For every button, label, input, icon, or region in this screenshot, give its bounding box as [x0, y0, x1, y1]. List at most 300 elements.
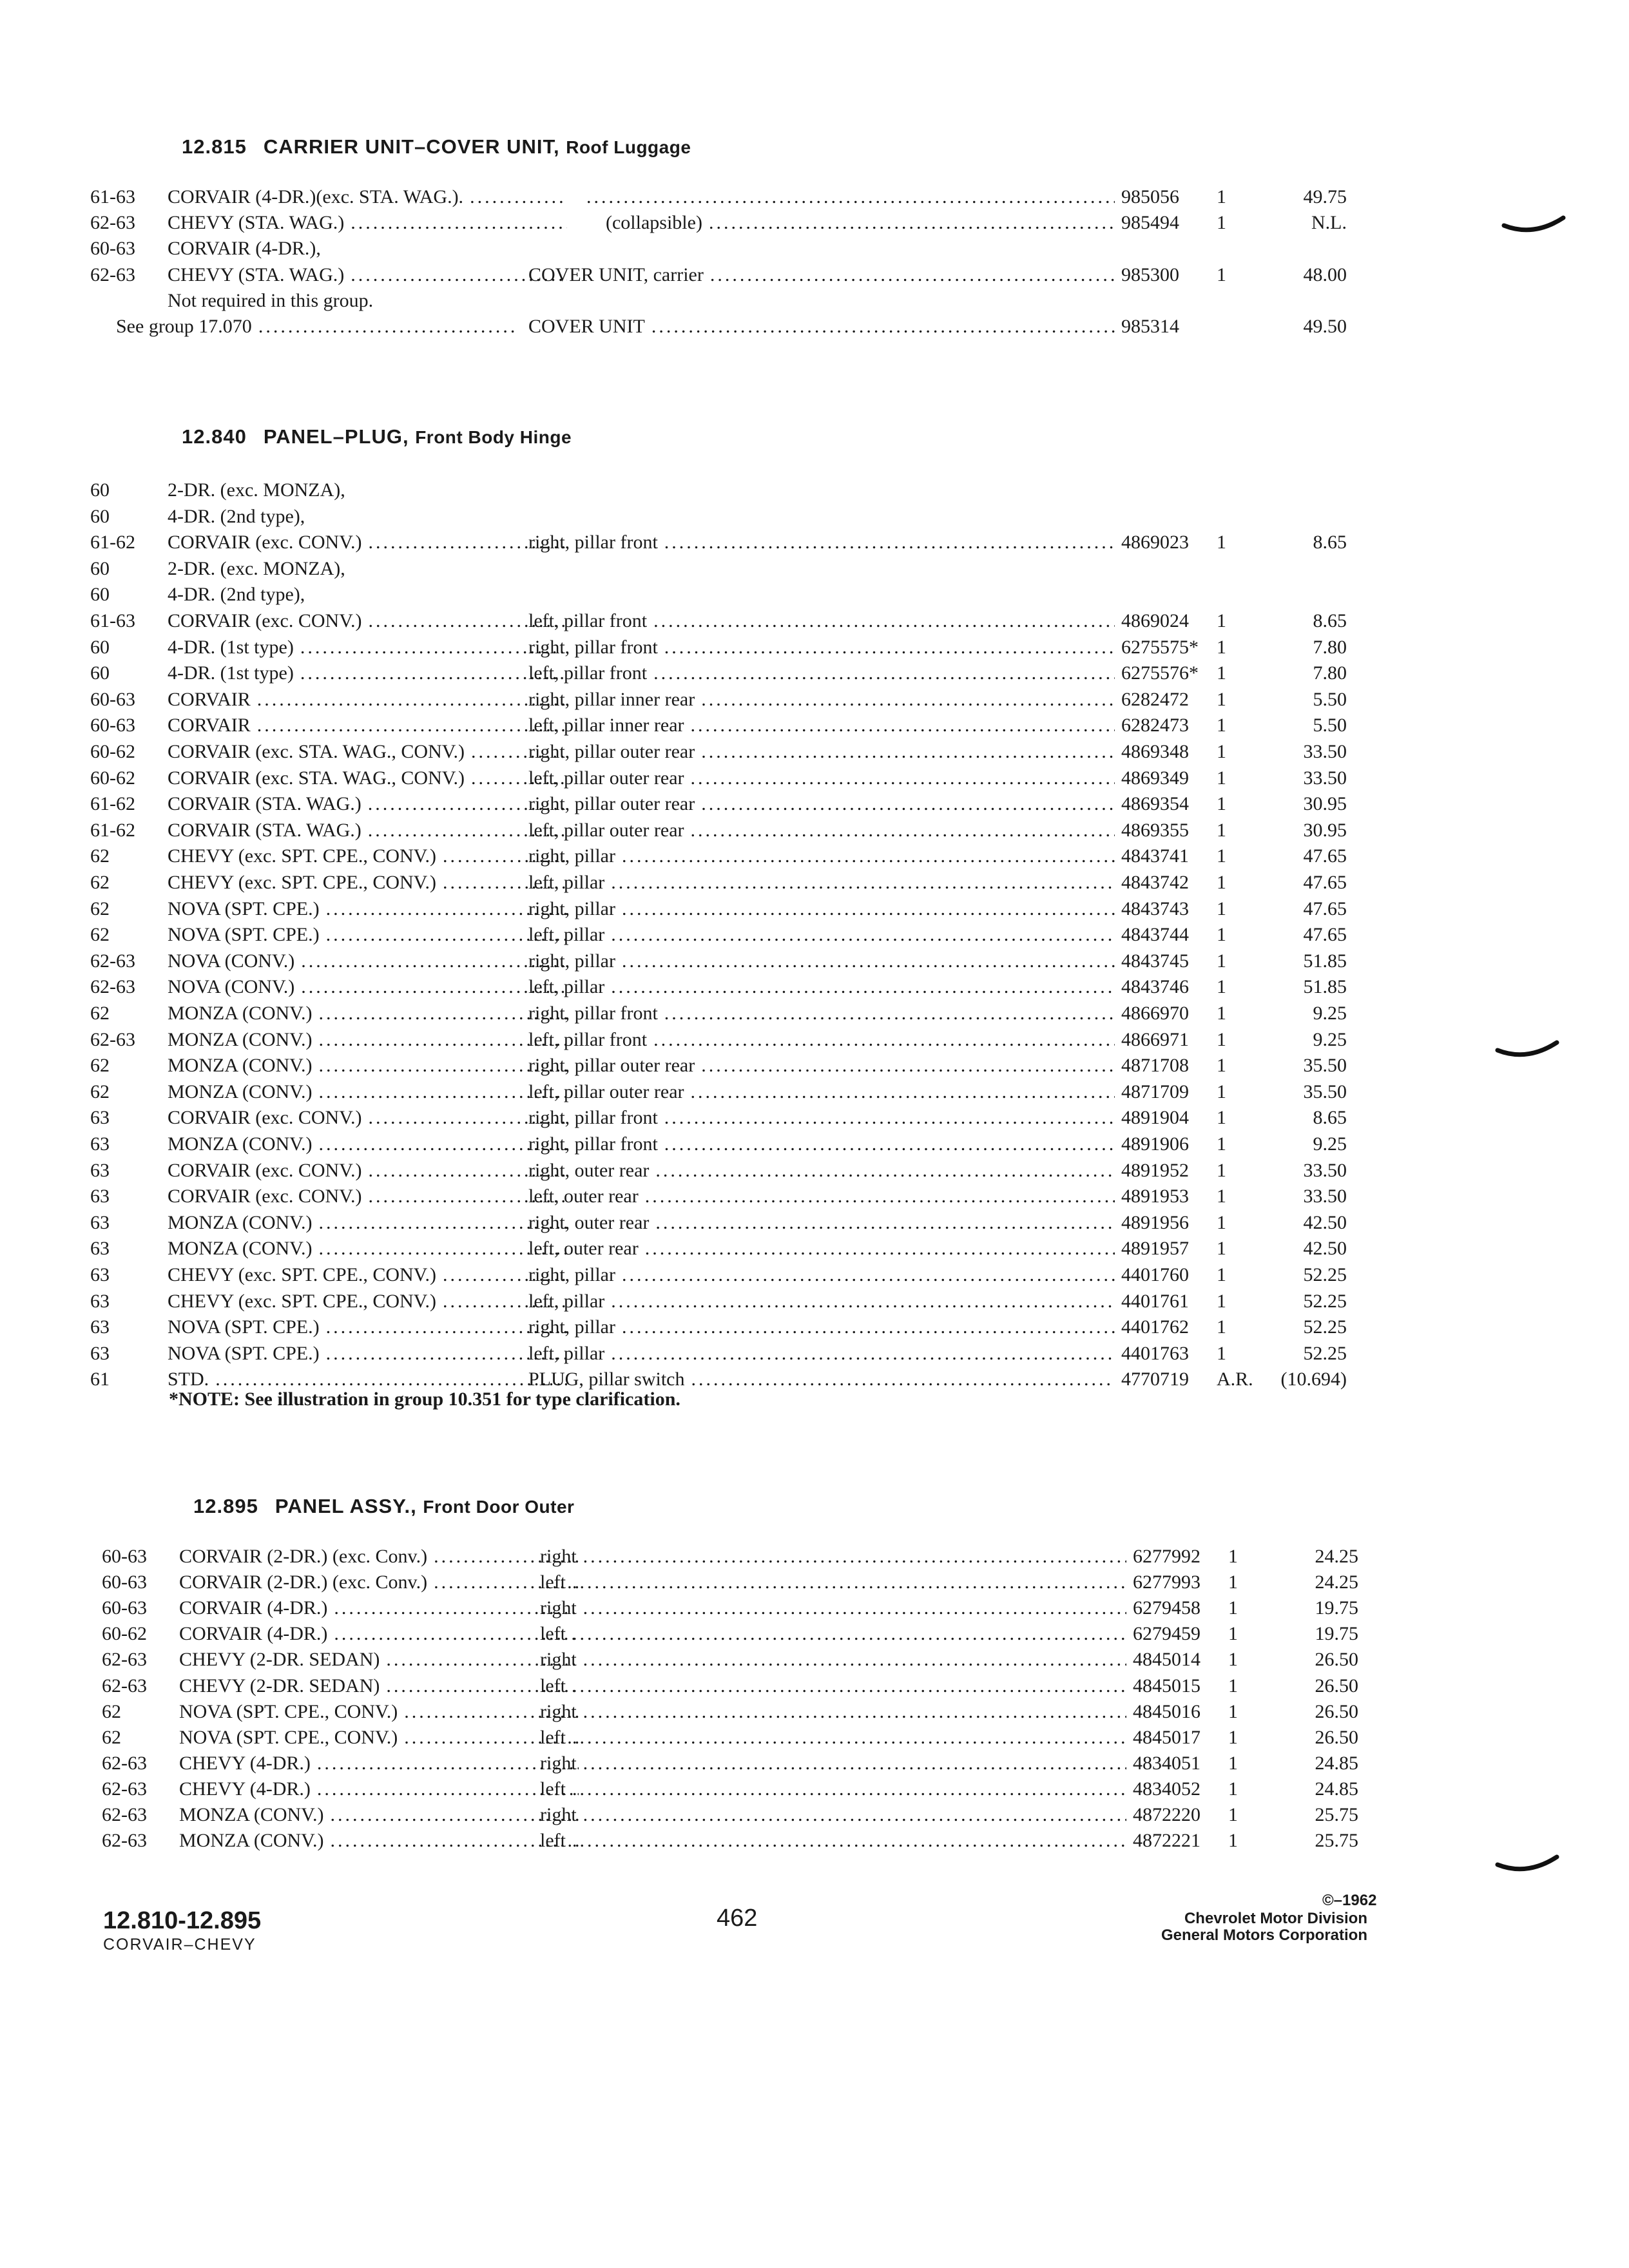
- quantity-text: 1: [1228, 1752, 1238, 1774]
- description-cell: [528, 1184, 1115, 1209]
- year-range-text: 61-62: [90, 793, 135, 815]
- description-cell-text: right, pillar front: [528, 636, 658, 658]
- part-number: [1121, 818, 1189, 843]
- part-number: [1121, 1210, 1189, 1236]
- price-text: 51.85: [1303, 950, 1347, 972]
- quantity: [1228, 1595, 1238, 1621]
- quantity: [1217, 1367, 1253, 1392]
- quantity-text: 1: [1217, 872, 1226, 893]
- description-cell-text: right, pillar: [528, 950, 615, 972]
- year-range-text: 63: [90, 1133, 110, 1155]
- price-text: 47.65: [1303, 924, 1347, 946]
- part-number: [1133, 1570, 1200, 1595]
- quantity-text: 1: [1217, 1316, 1226, 1338]
- quantity: [1228, 1647, 1238, 1673]
- model-cell-text: MONZA (CONV.): [179, 1830, 324, 1852]
- description-cell: [528, 660, 1115, 686]
- part-number-text: 4866970: [1121, 1003, 1189, 1024]
- year-range: [102, 1544, 147, 1570]
- model-cell: [179, 1544, 579, 1570]
- model-cell-text: 2-DR. (exc. MONZA),: [168, 479, 345, 501]
- description-cell: [528, 765, 1115, 791]
- part-number-text: 4869349: [1121, 767, 1189, 789]
- part-number-text: 6275575*: [1121, 636, 1199, 658]
- quantity-text: 1: [1217, 636, 1226, 658]
- model-cell-text: CORVAIR (exc. STA. WAG., CONV.): [168, 741, 465, 762]
- model-cell: [168, 236, 567, 262]
- description-cell-text: right: [540, 1752, 577, 1774]
- model-cell-text: CHEVY (STA. WAG.): [168, 264, 345, 285]
- price: [1250, 1131, 1347, 1157]
- price: [1250, 818, 1347, 843]
- quantity-text: 1: [1217, 1003, 1226, 1024]
- price: [1250, 660, 1347, 686]
- description-cell: [528, 1027, 1115, 1053]
- part-number-text: 4843744: [1121, 924, 1189, 946]
- model-cell-text: NOVA (SPT. CPE., CONV.): [179, 1700, 398, 1722]
- year-range-text: 63: [90, 1238, 110, 1260]
- quantity: [1217, 739, 1226, 765]
- year-range-text: 62-63: [102, 1675, 147, 1696]
- part-number-text: 4845015: [1133, 1675, 1200, 1696]
- footnote: *NOTE: See illustration in group 10.351 for type clarification.: [169, 1389, 680, 1410]
- model-cell: [168, 582, 567, 608]
- price-text: 24.85: [1315, 1778, 1358, 1800]
- price-text: 51.85: [1303, 976, 1347, 998]
- dot-leader: [344, 210, 567, 236]
- quantity: [1217, 1105, 1226, 1131]
- year-range-text: 60: [90, 505, 110, 527]
- description-cell-text: right, pillar: [528, 1316, 615, 1338]
- part-number-text: 4891904: [1121, 1107, 1189, 1129]
- part-number: [1121, 1184, 1189, 1209]
- year-range-text: 61-62: [90, 532, 135, 553]
- part-number: [1121, 713, 1189, 738]
- description-cell-text: right, pillar outer rear: [528, 1055, 695, 1077]
- dot-leader: [658, 530, 1115, 555]
- year-range-text: 60: [90, 557, 110, 579]
- description-cell: [540, 1595, 1126, 1621]
- model-cell-text: 4-DR. (1st type): [168, 636, 294, 658]
- price-text: 8.65: [1313, 532, 1347, 553]
- model-cell-text: MONZA (CONV.): [168, 1238, 313, 1260]
- model-cell: [168, 1184, 567, 1209]
- dot-leader: [577, 1544, 1126, 1570]
- year-range-text: 63: [90, 1107, 110, 1129]
- year-range-text: 60-63: [90, 238, 135, 260]
- model-cell: [168, 1341, 567, 1367]
- quantity: [1228, 1699, 1238, 1725]
- dot-leader: [311, 1751, 579, 1776]
- price: [1250, 765, 1347, 791]
- model-cell: [168, 210, 567, 236]
- year-range: [90, 1027, 135, 1053]
- footer-range: 12.810-12.895: [103, 1907, 262, 1934]
- price-text: 7.80: [1313, 662, 1347, 684]
- description-cell: [528, 818, 1115, 843]
- quantity-text: 1: [1228, 1700, 1238, 1722]
- year-range-text: 60-62: [90, 741, 135, 762]
- section-title: [182, 425, 572, 448]
- description-cell: [528, 974, 1115, 1000]
- description-cell: [528, 1289, 1115, 1314]
- year-range: [90, 210, 135, 236]
- dot-leader: [566, 1828, 1126, 1854]
- quantity: [1217, 687, 1226, 713]
- description-cell: [540, 1647, 1126, 1673]
- year-range-text: 61: [90, 1369, 110, 1390]
- part-number-text: 6277992: [1133, 1546, 1200, 1567]
- quantity-text: 1: [1217, 688, 1226, 710]
- model-cell-text: CORVAIR (STA. WAG.): [168, 819, 361, 841]
- year-range: [90, 660, 110, 686]
- model-cell-text: 4-DR. (1st type): [168, 662, 294, 684]
- model-cell: [168, 1210, 567, 1236]
- model-cell: [168, 687, 567, 713]
- description-cell-text: left: [540, 1830, 566, 1852]
- quantity-text: 1: [1217, 924, 1226, 946]
- dot-leader: [604, 870, 1115, 896]
- dot-leader: [463, 184, 567, 210]
- dot-leader: [604, 1289, 1115, 1314]
- model-cell: [168, 922, 567, 948]
- year-range: [102, 1699, 121, 1725]
- model-cell-text: NOVA (SPT. CPE.): [168, 898, 320, 919]
- dot-leader: [645, 314, 1115, 340]
- description-cell: [528, 713, 1115, 738]
- part-number: [1121, 210, 1179, 236]
- quantity: [1228, 1621, 1238, 1647]
- price-text: 52.25: [1303, 1290, 1347, 1312]
- year-range-text: 62: [90, 1003, 110, 1024]
- year-range: [90, 1131, 110, 1157]
- quantity-text: 1: [1217, 1133, 1226, 1155]
- price: [1250, 635, 1347, 660]
- part-number: [1121, 635, 1199, 660]
- price: [1250, 1001, 1347, 1026]
- year-range: [102, 1647, 147, 1673]
- dot-leader: [615, 948, 1115, 974]
- model-cell-text: CORVAIR (4-DR.): [179, 1623, 328, 1645]
- model-cell-text: CHEVY (exc. SPT. CPE., CONV.): [168, 872, 436, 893]
- year-range-text: 62-63: [102, 1830, 147, 1852]
- year-range-text: 63: [90, 1290, 110, 1312]
- price: [1250, 1079, 1347, 1105]
- quantity: [1217, 948, 1226, 974]
- quantity-text: 1: [1228, 1571, 1238, 1593]
- price-text: 5.50: [1313, 688, 1347, 710]
- description-cell: [540, 1621, 1126, 1647]
- part-number: [1121, 1131, 1189, 1157]
- dot-leader: [294, 635, 567, 660]
- description-cell-text: left: [540, 1726, 566, 1748]
- dot-leader: [649, 1210, 1115, 1236]
- section-subtitle: Front Body Hinge: [415, 427, 572, 447]
- description-cell-text: left: [540, 1623, 566, 1645]
- year-range: [90, 687, 135, 713]
- quantity-text: 1: [1228, 1726, 1238, 1748]
- part-number-text: 6279459: [1133, 1623, 1200, 1645]
- year-range-text: 63: [90, 1342, 110, 1364]
- quantity: [1228, 1570, 1238, 1595]
- dot-leader: [615, 1262, 1115, 1288]
- quantity: [1217, 1210, 1226, 1236]
- description-cell: [606, 210, 1115, 236]
- year-range: [90, 1262, 110, 1288]
- year-range: [90, 236, 135, 262]
- quantity-text: 1: [1217, 186, 1226, 207]
- year-range: [102, 1802, 147, 1828]
- price: [1250, 1158, 1347, 1184]
- price-text: 35.50: [1303, 1081, 1347, 1102]
- dot-leader: [702, 210, 1115, 236]
- part-number-text: 4834052: [1133, 1778, 1200, 1800]
- model-cell: [179, 1751, 579, 1776]
- dot-leader: [615, 843, 1115, 869]
- description-cell-text: right, pillar front: [528, 1107, 658, 1129]
- model-cell: [168, 184, 567, 210]
- price-text: 48.00: [1303, 264, 1347, 285]
- description-cell-text: right, pillar front: [528, 1133, 658, 1155]
- model-cell: [168, 1027, 567, 1053]
- year-range: [90, 477, 110, 503]
- description-cell: [528, 687, 1115, 713]
- year-range: [90, 582, 110, 608]
- quantity: [1217, 530, 1226, 555]
- quantity: [1217, 870, 1226, 896]
- price-text: 47.65: [1303, 845, 1347, 867]
- year-range: [90, 974, 135, 1000]
- model-cell: [168, 765, 567, 791]
- model-cell-text: CORVAIR (2-DR.) (exc. Conv.): [179, 1546, 428, 1567]
- year-range: [102, 1621, 147, 1647]
- part-number: [1121, 974, 1189, 1000]
- model-cell-text: MONZA (CONV.): [168, 1211, 313, 1233]
- part-number-text: 6282472: [1121, 688, 1189, 710]
- price: [1250, 1314, 1347, 1340]
- description-cell-text: right, pillar: [528, 898, 615, 919]
- description-cell-text: right, pillar front: [528, 532, 658, 553]
- model-cell-text: CHEVY (4-DR.): [179, 1778, 311, 1800]
- quantity: [1228, 1828, 1238, 1854]
- year-range: [90, 713, 135, 738]
- dot-leader: [294, 948, 567, 974]
- part-number-text: 985314: [1121, 316, 1179, 337]
- price-text: 33.50: [1303, 1159, 1347, 1181]
- model-cell: [168, 1236, 567, 1262]
- dot-leader: [639, 1184, 1115, 1209]
- part-number: [1121, 922, 1189, 948]
- part-number-text: 4869354: [1121, 793, 1189, 815]
- model-cell-text: NOVA (SPT. CPE.): [168, 1342, 320, 1364]
- price-text: 8.65: [1313, 1107, 1347, 1129]
- quantity-text: 1: [1228, 1778, 1238, 1800]
- description-cell-text: right: [540, 1700, 577, 1722]
- page-number: 462: [717, 1905, 758, 1932]
- year-range-text: 62: [90, 898, 110, 919]
- part-number-text: 4891906: [1121, 1133, 1189, 1155]
- price-text: 26.50: [1315, 1675, 1358, 1696]
- part-number-text: 4869355: [1121, 819, 1189, 841]
- year-range-text: 62: [102, 1700, 121, 1722]
- part-number: [1121, 530, 1189, 555]
- description-cell: [540, 1776, 1126, 1802]
- part-number-text: 4843741: [1121, 845, 1189, 867]
- part-number: [1133, 1621, 1200, 1647]
- part-number-text: 985300: [1121, 264, 1179, 285]
- price: [1250, 314, 1347, 340]
- price: [1250, 1184, 1347, 1209]
- description-cell-text: left, outer rear: [528, 1186, 639, 1207]
- year-range: [102, 1725, 121, 1751]
- model-cell: [168, 818, 567, 843]
- year-range-text: 60-63: [90, 715, 135, 736]
- quantity-text: 1: [1217, 1055, 1226, 1077]
- quantity-text: 1: [1217, 1186, 1226, 1207]
- quantity: [1217, 791, 1226, 817]
- price-text: 42.50: [1303, 1211, 1347, 1233]
- price-text: 26.50: [1315, 1700, 1358, 1722]
- year-range-text: 60-63: [102, 1597, 147, 1619]
- quantity: [1217, 713, 1226, 738]
- description-cell-text: right, pillar outer rear: [528, 793, 695, 815]
- year-range-text: 60-63: [90, 688, 135, 710]
- quantity-text: 1: [1217, 1238, 1226, 1260]
- model-cell-text: CORVAIR (exc. CONV.): [168, 1107, 362, 1129]
- year-range: [90, 739, 135, 765]
- quantity-text: 1: [1217, 793, 1226, 815]
- description-cell: [528, 530, 1115, 555]
- part-number-text: 4401763: [1121, 1342, 1189, 1364]
- model-cell: [179, 1621, 579, 1647]
- year-range-text: 62: [90, 872, 110, 893]
- part-number: [1133, 1699, 1200, 1725]
- description-cell: [528, 948, 1115, 974]
- quantity: [1217, 1001, 1226, 1026]
- part-number: [1133, 1595, 1200, 1621]
- part-number-text: 4891957: [1121, 1238, 1189, 1260]
- dot-leader: [566, 1776, 1126, 1802]
- year-range: [90, 1367, 110, 1392]
- dot-leader: [580, 184, 1115, 210]
- quantity-text: 1: [1217, 1107, 1226, 1129]
- quantity: [1217, 1158, 1226, 1184]
- description-cell-text: left, pillar front: [528, 610, 648, 631]
- price: [1250, 1236, 1347, 1262]
- part-number: [1121, 1341, 1189, 1367]
- dot-leader: [658, 635, 1115, 660]
- description-cell-text: right, pillar inner rear: [528, 688, 695, 710]
- model-cell: [168, 974, 567, 1000]
- part-number-text: 985056: [1121, 186, 1179, 207]
- price-text: 24.25: [1315, 1571, 1358, 1593]
- year-range-text: 60-63: [102, 1546, 147, 1567]
- model-cell-text: CORVAIR (4-DR.)(exc. STA. WAG.).: [168, 186, 464, 207]
- dot-leader: [577, 1802, 1126, 1828]
- model-cell: [168, 739, 567, 765]
- model-cell-text: 4-DR. (2nd type),: [168, 584, 305, 606]
- section-name: PANEL–PLUG,: [263, 425, 409, 448]
- price-text: 33.50: [1303, 741, 1347, 762]
- dot-leader: [566, 1725, 1126, 1751]
- description-cell-text: PLUG, pillar switch: [528, 1369, 685, 1390]
- part-number-text: 4845014: [1133, 1649, 1200, 1671]
- model-cell: [116, 314, 516, 340]
- price: [1262, 1751, 1358, 1776]
- description-cell: [528, 1079, 1115, 1105]
- year-range-text: 62-63: [102, 1752, 147, 1774]
- quantity: [1217, 1053, 1226, 1079]
- part-number: [1121, 1027, 1189, 1053]
- model-cell-text: CORVAIR (STA. WAG.): [168, 793, 361, 815]
- year-range: [90, 765, 135, 791]
- model-cell-text: Not required in this group.: [168, 289, 374, 311]
- year-range-text: 61-63: [90, 610, 135, 631]
- price: [1250, 687, 1347, 713]
- quantity: [1217, 1079, 1226, 1105]
- quantity-text: 1: [1217, 662, 1226, 684]
- price: [1250, 530, 1347, 555]
- price-text: 52.25: [1303, 1316, 1347, 1338]
- model-cell: [168, 1289, 567, 1314]
- model-cell: [168, 1001, 567, 1026]
- description-cell: [528, 922, 1115, 948]
- price: [1250, 1105, 1347, 1131]
- quantity-text: 1: [1217, 212, 1226, 234]
- part-number: [1121, 1105, 1189, 1131]
- model-cell-text: MONZA (CONV.): [168, 1081, 313, 1102]
- model-cell-text: MONZA (CONV.): [168, 1028, 313, 1050]
- dot-leader: [658, 1131, 1115, 1157]
- year-range-text: 62: [102, 1726, 121, 1748]
- section-name: CARRIER UNIT–COVER UNIT,: [263, 135, 560, 158]
- year-range-text: 62-63: [90, 950, 135, 972]
- price: [1250, 896, 1347, 922]
- dot-leader: [577, 1699, 1126, 1725]
- model-cell: [168, 477, 567, 503]
- price: [1250, 922, 1347, 948]
- model-cell: [168, 1105, 567, 1131]
- quantity-text: 1: [1228, 1804, 1238, 1825]
- part-number: [1121, 262, 1179, 288]
- part-number-text: 4845017: [1133, 1726, 1200, 1748]
- model-cell-text: NOVA (SPT. CPE., CONV.): [179, 1726, 398, 1748]
- model-cell: [168, 791, 567, 817]
- year-range: [90, 1314, 110, 1340]
- dot-leader: [647, 660, 1115, 686]
- year-range-text: 62-63: [102, 1649, 147, 1671]
- quantity: [1217, 184, 1226, 210]
- part-number: [1121, 843, 1189, 869]
- quantity-text: 1: [1217, 532, 1226, 553]
- price: [1250, 739, 1347, 765]
- dot-leader: [639, 1236, 1115, 1262]
- year-range-text: 62: [90, 924, 110, 946]
- dot-leader: [658, 1105, 1115, 1131]
- price-text: 49.75: [1303, 186, 1347, 207]
- model-cell: [168, 660, 567, 686]
- section-title: [193, 1495, 574, 1518]
- model-cell: [168, 1131, 567, 1157]
- model-cell: [179, 1699, 579, 1725]
- price-text: 9.25: [1313, 1028, 1347, 1050]
- price-text: 19.75: [1315, 1597, 1358, 1619]
- part-number-text: 985494: [1121, 212, 1179, 234]
- model-cell: [179, 1647, 579, 1673]
- dot-leader: [695, 687, 1115, 713]
- dot-leader: [647, 608, 1115, 634]
- description-cell-text: left, pillar: [528, 872, 605, 893]
